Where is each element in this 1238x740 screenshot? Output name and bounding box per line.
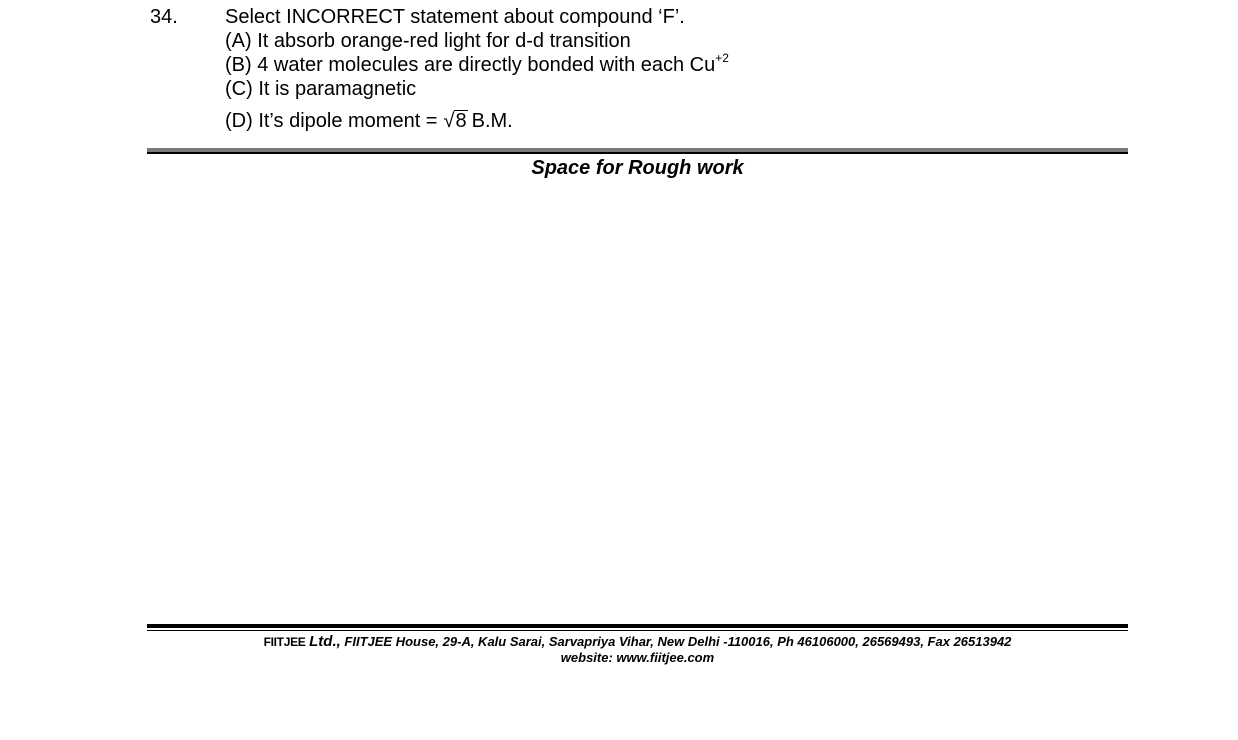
footer-address-line: [147, 634, 1128, 650]
page-footer: [147, 634, 1128, 666]
question-stem-row: [150, 5, 1130, 29]
radical-sign: √: [443, 110, 455, 132]
option-c: (C) It is paramagnetic: [225, 78, 417, 100]
radicand: 8: [455, 110, 467, 132]
footer-brand: FIITJEE: [263, 635, 306, 649]
option-b-charge: +2: [715, 51, 729, 65]
options-list: [225, 29, 1130, 135]
footer-website: website: www.fiitjee.com: [560, 650, 715, 665]
question-stem: Select INCORRECT statement about compound ‘F’.: [225, 6, 685, 28]
option-b-text: (B) 4 water molecules are directly bonded with each Cu: [225, 54, 716, 76]
question-block: [150, 5, 1130, 135]
option-b: [225, 53, 1130, 77]
option-a: (A) It absorb orange-red light for d-d transition: [225, 30, 631, 52]
option-d-unit: B.M.: [471, 110, 513, 132]
option-d-prefix: (D) It’s dipole moment =: [225, 110, 438, 132]
square-root-expression: [444, 109, 468, 133]
footer-divider: [147, 624, 1128, 631]
footer-address: FIITJEE House, 29-A, Kalu Sarai, Sarvapriya Vihar, New Delhi -110016, Ph 46106000, 26569493, Fax 26513942: [344, 634, 1012, 649]
question-number: 34.: [150, 6, 178, 28]
option-d: [225, 109, 1130, 135]
footer-ltd: Ltd.,: [309, 633, 341, 650]
rough-work-title: Space for Rough work: [531, 157, 744, 179]
